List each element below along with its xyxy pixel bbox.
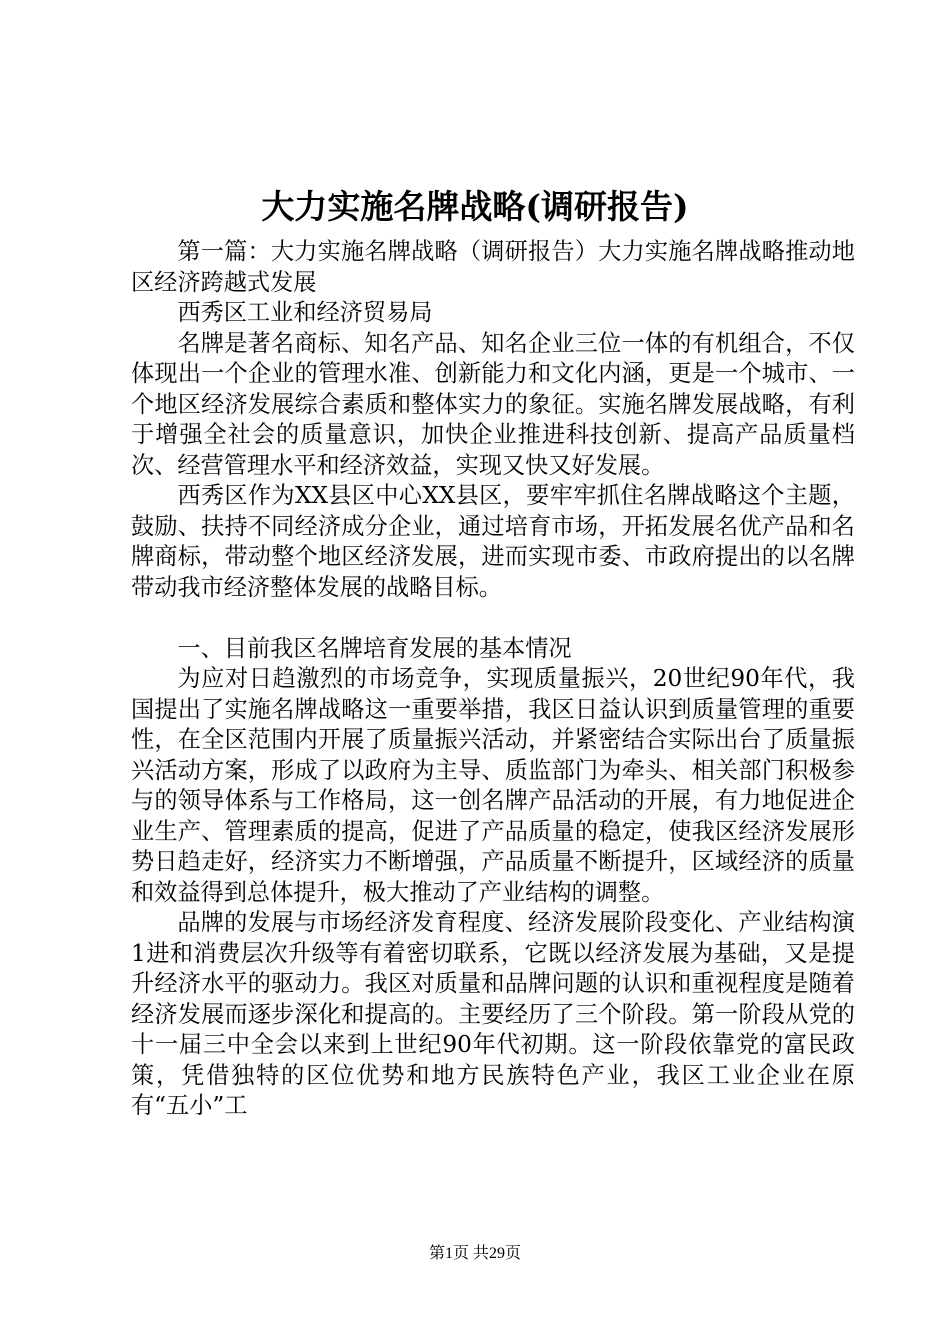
paragraph-author: 西秀区工业和经济贸易局 [177, 299, 433, 326]
paragraph-xixiu-goal: 西秀区作为XX县区中心XX县区，要牢牢抓住名牌战略这个主题，鼓励、扶持不同经济成分企业，通过培育市场，开拓发展名优产品和名牌商标，带动整个地区经济发展，进而实现市委、市政府提出的以名牌带动我市经济整体发展的战略目标。 [131, 482, 855, 601]
document-body [131, 237, 855, 1122]
page-footer: 第1页 共29页 [428, 1245, 521, 1262]
section-heading-1: 一、目前我区名牌培育发展的基本情况 [177, 634, 572, 662]
paragraph-quality-revival: 为应对日趋激烈的市场竞争，实现质量振兴，20世纪90年代，我国提出了实施名牌战略这一重要举措，我区日益认识到质量管理的重要性，在全区范围内开展了质量振兴活动，并紧密结合实际出台了质量振兴活动方案，形成了以政府为主导、质监部门为牵头、相关部门积极参与的领导体系与工作格局，这一创名牌产品活动的开展，有力地促进企业生产、管理素质的提高，促进了产品质量的稳定，使我区经济发展形势日趋走好，经济实力不断增强，产品质量不断提升，区域经济的质量和效益得到总体提升，极大推动了产业结构的调整。 [131, 665, 855, 906]
document-title: 大力实施名牌战略(调研报告) [261, 187, 689, 226]
paragraph-intro: 第一篇：大力实施名牌战略（调研报告）大力实施名牌战略推动地区经济跨越式发展 [131, 238, 855, 296]
paragraph-brand-development: 品牌的发展与市场经济发育程度、经济发展阶段变化、产业结构演1进和消费层次升级等有着密切联系，它既以经济发展为基础，又是提升经济水平的驱动力。我区对质量和品牌问题的认识和重视程度是随着经济发展而逐步深化和提高的。主要经历了三个阶段。第一阶段从党的十一届三中全会以来到上世纪90年代初期。这一阶段依靠党的富民政策，凭借独特的区位优势和地方民族特色产业，我区工业企业在原有“五小”工 [131, 909, 855, 1119]
paragraph-brand-definition: 名牌是著名商标、知名产品、知名企业三位一体的有机组合，不仅体现出一个企业的管理水准、创新能力和文化内涵，更是一个城市、一个地区经济发展综合素质和整体实力的象征。实施名牌发展战略，有利于增强全社会的质量意识，加快企业推进科技创新、提高产品质量档次、经营管理水平和经济效益，实现又快又好发展。 [131, 329, 855, 479]
